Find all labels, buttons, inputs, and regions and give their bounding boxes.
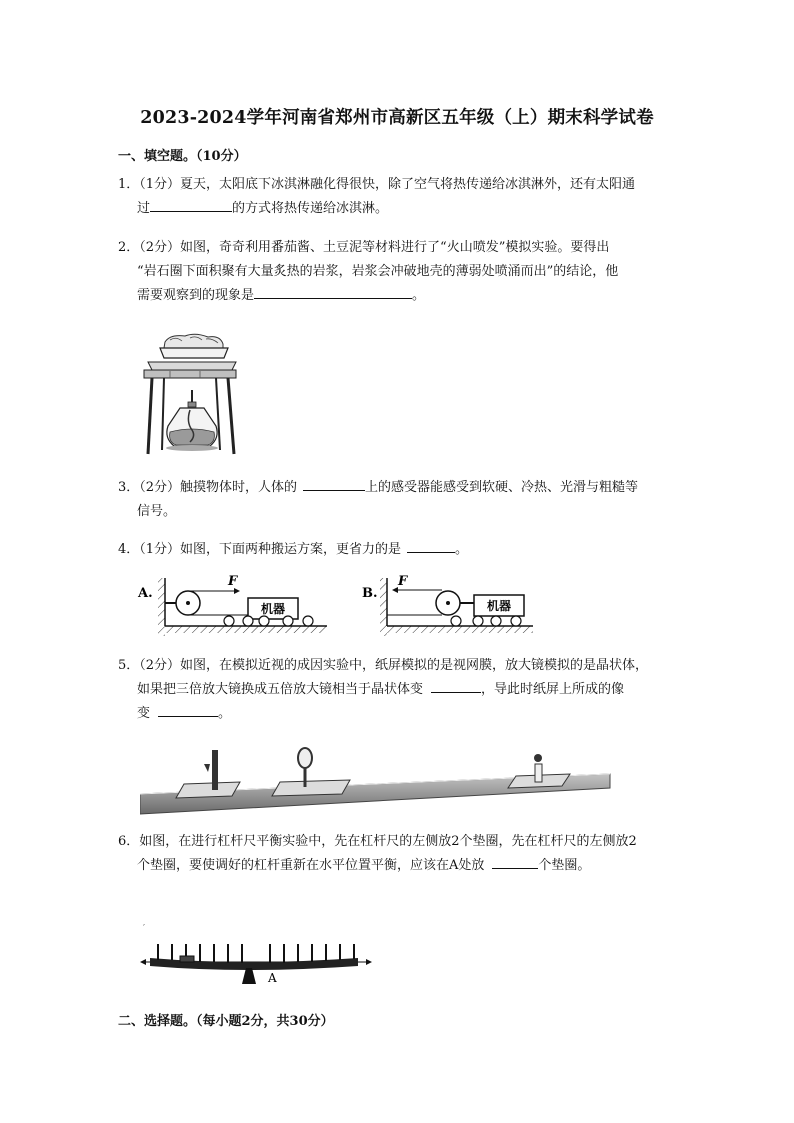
question-3-line-1 — [118, 476, 678, 500]
section-fill-in: 一、填空题。（10分） — [118, 149, 247, 164]
question-3 — [118, 476, 678, 524]
ground-b — [387, 626, 533, 633]
volcano-experiment-figure — [140, 330, 240, 462]
svg-text:′: ′ — [143, 924, 146, 934]
pulley-figures — [136, 570, 536, 640]
question-4-text-a: 4．（1分）如图，下面两种搬运方案，更省力的是 — [118, 542, 402, 557]
question-5-line-3 — [118, 702, 678, 726]
page-title: 2023-2024学年河南省郑州市高新区五年级（上）期末科学试卷 — [140, 108, 654, 128]
machine-label-b: 机器 — [486, 599, 512, 613]
question-5-text-b: ，导此时纸屏上所成的像 — [481, 682, 625, 697]
question-6-line-1: 6．如图，在进行杠杆尺平衡实验中，先在杠杆尺的左侧放2个垫圈，先在杠杆尺的左侧放2 — [118, 834, 637, 849]
question-2-line-1: 2．（2分）如图，奇奇利用番茄酱、土豆泥等材料进行了“火山喷发”模拟实验。要得出 — [118, 240, 610, 255]
lever-figure — [138, 922, 378, 992]
question-5 — [118, 654, 678, 726]
force-label-a: F — [228, 574, 238, 589]
question-2 — [118, 236, 678, 308]
question-4-line-1 — [118, 538, 678, 562]
question-2-text-b: 。 — [412, 288, 426, 303]
question-5-text-c: 变 — [137, 706, 151, 721]
answer-blank-2[interactable] — [254, 284, 412, 299]
question-2-line-3 — [118, 284, 678, 308]
paper-screen — [212, 750, 218, 790]
question-5-text-d: 。 — [218, 706, 232, 721]
question-4-text-b: 。 — [455, 542, 469, 557]
question-6-line-2 — [118, 854, 678, 878]
answer-blank-1[interactable] — [150, 197, 232, 212]
machine-label-a: 机器 — [260, 602, 286, 616]
question-1-line-2 — [118, 197, 678, 221]
wall-b — [380, 578, 387, 636]
point-a-label: A — [268, 971, 277, 985]
answer-blank-6[interactable] — [492, 854, 538, 869]
question-5-text-a: 如果把三倍放大镜换成五倍放大镜相当于晶状体变 — [137, 682, 424, 697]
magnifier-lens — [298, 748, 312, 768]
question-6 — [118, 830, 678, 878]
candle — [535, 764, 542, 782]
question-1-text-a: 过 — [137, 201, 151, 216]
answer-blank-5b[interactable] — [158, 702, 218, 717]
wall-a — [158, 578, 165, 636]
force-label-b: F — [398, 574, 408, 589]
question-2-line-2: “岩石圈下面积聚有大量炙热的岩浆，岩浆会冲破地壳的薄弱处喷涌而出”的结论，他 — [137, 264, 619, 279]
option-b-label: B. — [362, 586, 378, 601]
question-2-text-a: 需要观察到的现象是 — [137, 288, 255, 303]
question-1-text-b: 的方式将热传递给冰淇淋。 — [232, 201, 389, 216]
question-3-line-2: 信号。 — [137, 504, 177, 519]
ground-a — [165, 626, 327, 633]
fulcrum — [242, 968, 256, 984]
option-a-label: A. — [138, 586, 153, 601]
washers — [180, 956, 194, 962]
question-1 — [118, 173, 678, 221]
question-4 — [118, 538, 678, 562]
question-6-text-a: 个垫圈，要使调好的杠杆重新在水平位置平衡，应该在A处放 — [137, 858, 485, 873]
question-5-line-1: 5．（2分）如图，在模拟近视的成因实验中，纸屏模拟的是视网膜，放大镜模拟的是晶状体， — [118, 658, 649, 673]
answer-blank-3[interactable] — [303, 476, 365, 491]
myopia-model-figure — [140, 742, 615, 820]
question-3-text-b: 上的感受器能感受到软硬、冷热、光滑与粗糙等 — [365, 480, 639, 495]
question-1-line-1: 1．（1分）夏天，太阳底下冰淇淋融化得很快，除了空气将热传递给冰淇淋外，还有太阳通 — [118, 177, 636, 192]
answer-blank-5a[interactable] — [431, 678, 481, 693]
question-3-text-a: 3．（2分）触摸物体时，人体的 — [118, 480, 298, 495]
section-choice: 二、选择题。（每小题2分，共30分） — [118, 1014, 334, 1029]
question-6-text-b: 个垫圈。 — [538, 858, 591, 873]
question-5-line-2 — [118, 678, 678, 702]
answer-blank-4[interactable] — [407, 538, 455, 553]
